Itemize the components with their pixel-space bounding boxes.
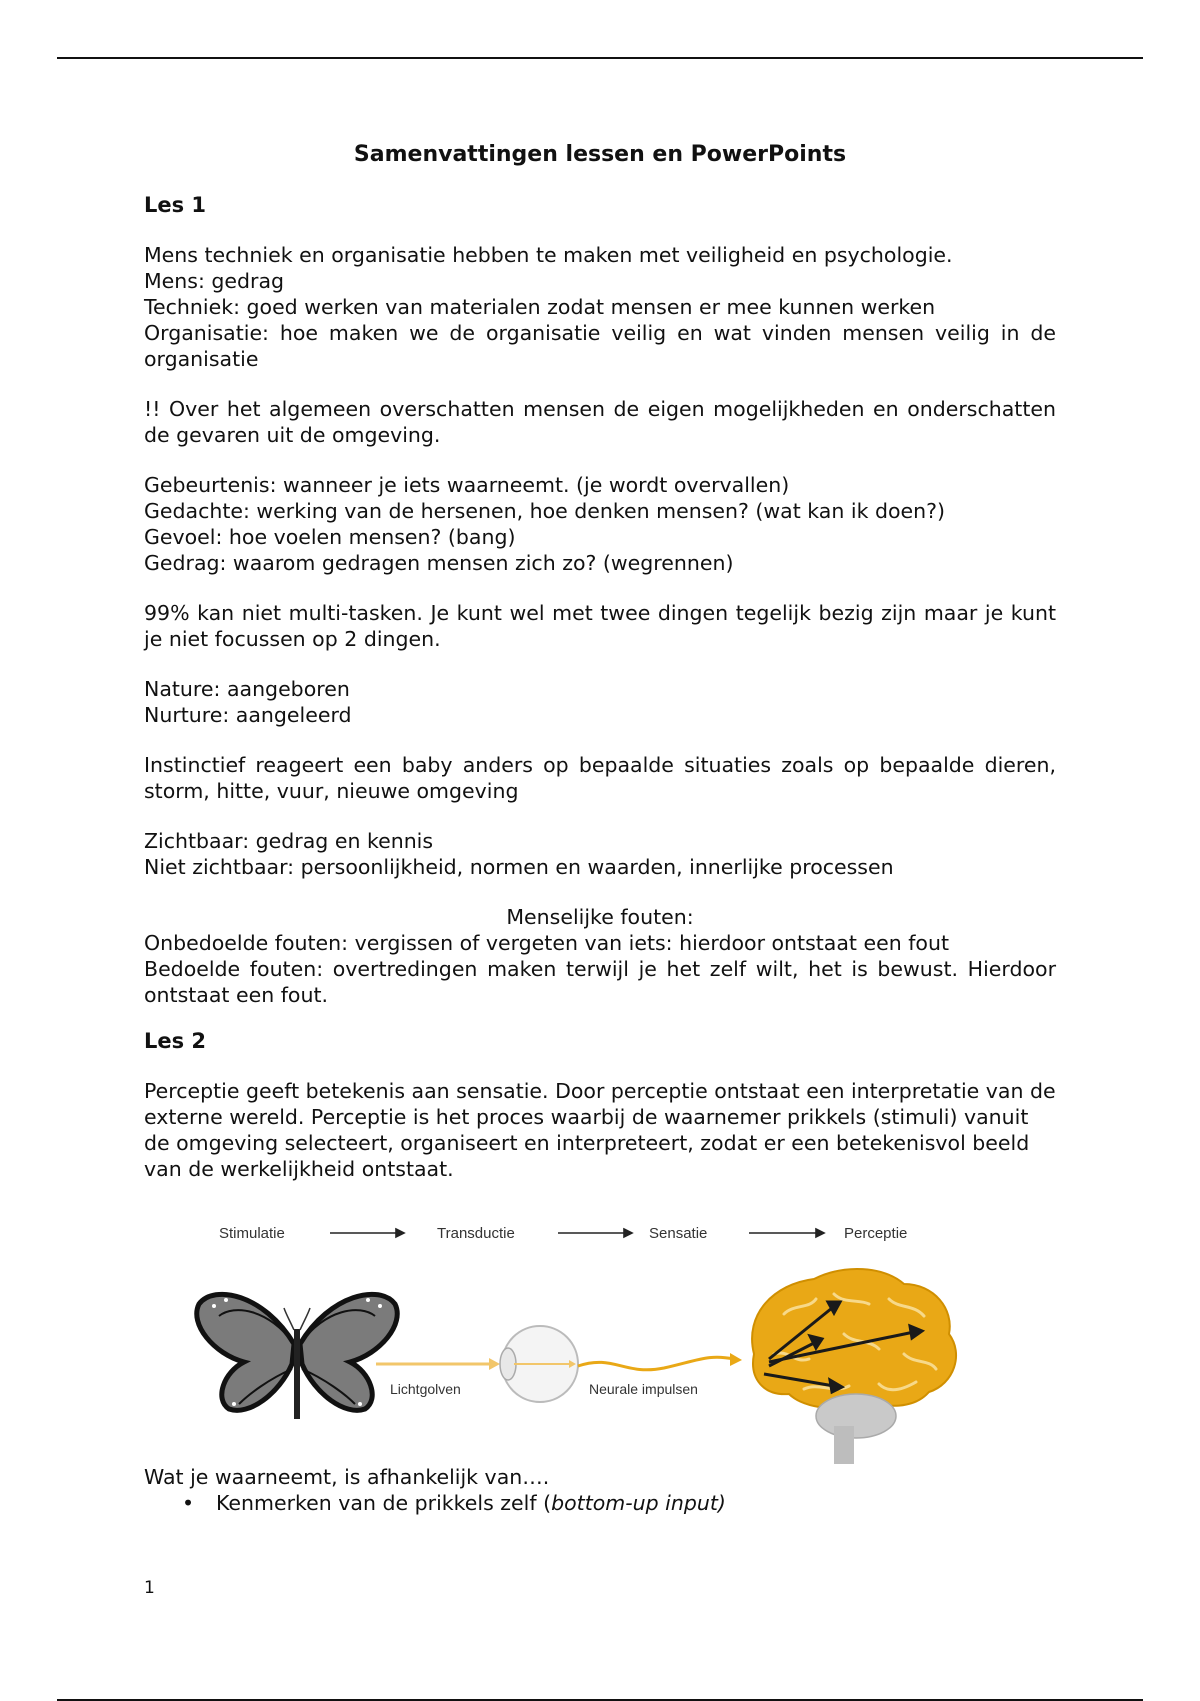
text-gedrag: Gedrag: waarom gedragen mensen zich zo? (wegrennen) [144,551,734,575]
step-transductie: Transductie [437,1225,515,1242]
neural-impulse-arrowhead [730,1353,742,1366]
text-nurture: Nurture: aangeleerd [144,703,352,727]
list-item [144,1490,1056,1516]
paragraph-instinct: Instinctief reageert een baby anders op bepaalde situaties zoals op bepaalde dieren, storm, hitte, vuur, nieuwe omgeving [144,753,1056,803]
text-afhankelijk: Wat je waarneemt, is afhankelijk van…. [144,1465,550,1489]
text-techniek: Techniek: goed werken van materialen zodat mensen er mee kunnen werken [144,295,936,319]
bullet-text: Kenmerken van de prikkels zelf ( [216,1491,552,1515]
paragraph-fouten [144,904,1056,1008]
paragraph-perceptie: Perceptie geeft betekenis aan sensatie. Door perceptie ontstaat een interpretatie van de externe wereld. Perceptie is het proces waarbij de waarnemer prikkels (stimuli) vanuit de omgeving selecteert, organiseert en interpreteert, zodat er een betekenisvol beeld van de werkelijkheid ontstaat. [144,1079,1056,1181]
arrow-3-head [816,1229,824,1237]
label-lichtgolven: Lichtgolven [390,1381,461,1397]
butterfly-icon [197,1294,397,1419]
document-title: Samenvattingen lessen en PowerPoints [353,142,847,167]
arrow-2-head [624,1229,632,1237]
label-neurale-impulsen: Neurale impulsen [589,1381,698,1397]
step-perceptie: Perceptie [844,1225,908,1242]
text-niet-zichtbaar: Niet zichtbaar: persoonlijkheid, normen en waarden, innerlijke processen [144,855,894,879]
paragraph-nature [144,676,1056,728]
text-organisatie: Organisatie: hoe maken we de organisatie veilig en wat vinden mensen veilig in de organisatie [144,321,1056,371]
text-gevoel: Gevoel: hoe voelen mensen? (bang) [144,525,516,549]
perception-figure [144,1204,994,1464]
neural-impulse-line [578,1357,734,1370]
text-nature: Nature: aangeboren [144,677,350,701]
text-onbedoelde: Onbedoelde fouten: vergissen of vergeten van iets: hierdoor ontstaat een fout [144,931,950,955]
brain-icon [752,1269,956,1464]
paragraph-mto [144,242,1056,372]
perception-diagram [144,1204,994,1464]
paragraph-zichtbaar [144,828,1056,880]
eye-icon [500,1326,578,1402]
arrow-1-head [396,1229,404,1237]
text-intro: Mens techniek en organisatie hebben te maken met veiligheid en psychologie. [144,243,953,267]
step-stimulatie: Stimulatie [219,1225,285,1242]
bullet-list [144,1490,1056,1516]
text-gedachte: Gedachte: werking van de hersenen, hoe denken mensen? (wat kan ik doen?) [144,499,945,523]
page-number: 1 [144,1578,155,1598]
paragraph-multitask: 99% kan niet multi-tasken. Je kunt wel met twee dingen tegelijk bezig zijn maar je kunt je niet focussen op 2 dingen. [144,601,1056,651]
text-zichtbaar: Zichtbaar: gedrag en kennis [144,829,434,853]
top-rule [57,57,1143,59]
text-mens: Mens: gedrag [144,269,285,293]
text-gebeurtenis: Gebeurtenis: wanneer je iets waarneemt. (je wordt overvallen) [144,473,790,497]
step-sensatie: Sensatie [649,1225,708,1242]
step-arrows [330,1229,824,1237]
paragraph-warning: !! Over het algemeen overschatten mensen de eigen mogelijkheden en onderschatten de gevaren uit de omgeving. [144,397,1056,447]
bullet-italic: bottom-up input) [551,1491,726,1515]
text-bedoelde: Bedoelde fouten: overtredingen maken terwijl je het zelf wilt, het is bewust. Hierdoor ontstaat een fout. [144,957,1056,1007]
light-wave-arrowhead [489,1358,500,1370]
paragraph-gebeurtenis [144,472,1056,576]
fouten-title: Menselijke fouten: [506,905,694,929]
document-page [144,138,1056,1516]
heading-les-1: Les 1 [144,193,207,217]
heading-les-2: Les 2 [144,1029,207,1053]
